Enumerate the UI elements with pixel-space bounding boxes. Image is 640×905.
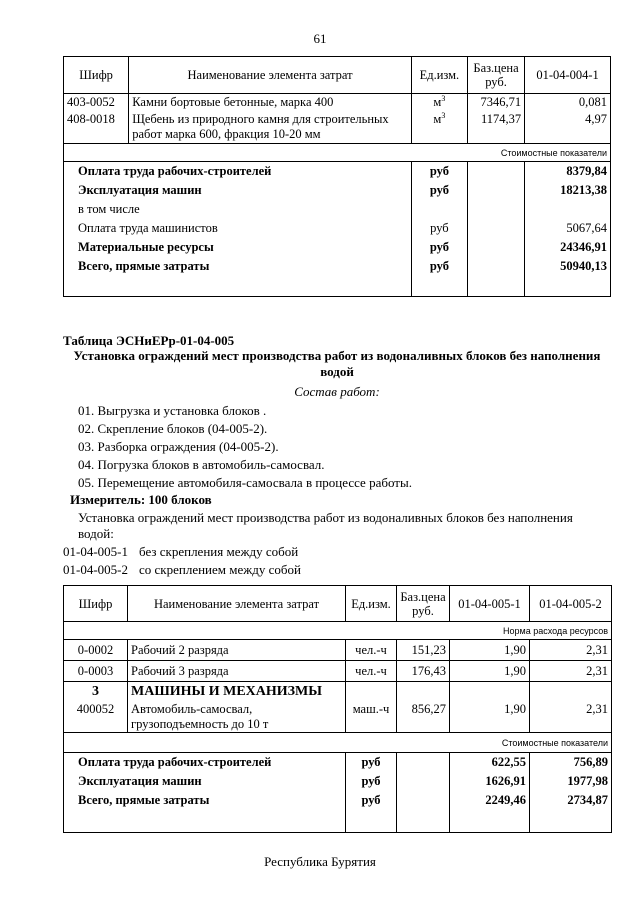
row-unit: $м^3$ (411, 112, 467, 144)
cost-value: 18213,38 (525, 181, 611, 200)
row-unit: чел.-ч (346, 640, 397, 661)
table-row (64, 640, 612, 661)
row-code: 403-0052 (64, 94, 129, 112)
work-step: 03. Разборка ограждения (04-005-2). (78, 439, 279, 454)
cost-value-2: 2734,87 (530, 791, 612, 810)
cost-row (64, 753, 612, 772)
row-value-1: 1,90 (450, 661, 530, 682)
work-step: 04. Погрузка блоков в автомобиль-самосвал. (78, 457, 325, 472)
header-price: Баз.цена руб. (397, 586, 450, 622)
cost-unit: руб (411, 257, 467, 276)
row-value-2: 2,31 (530, 640, 612, 661)
row-name: Автомобиль-самосвал, грузоподъемность до 10 т (128, 702, 346, 733)
table-row (64, 112, 611, 144)
norm-header-row (64, 622, 612, 640)
row-unit: чел.-ч (346, 661, 397, 682)
row-price: 856,27 (397, 702, 450, 733)
cost-row (64, 772, 612, 791)
variant-code: 01-04-005-2 (63, 562, 128, 577)
cost-unit: руб (411, 219, 467, 238)
row-value-1: 1,90 (450, 640, 530, 661)
cost-row (64, 238, 611, 257)
row-name: Щебень из природного камня для строительных работ марка 600, фракция 10-20 мм (129, 112, 412, 144)
header-unit: Ед.изм. (411, 57, 467, 94)
header-price: Баз.цена руб. (467, 57, 524, 94)
resource-table-2 (63, 585, 612, 833)
cost-row (64, 200, 611, 219)
table-header-row (64, 57, 611, 94)
header-unit: Ед.изм. (346, 586, 397, 622)
row-value-2: 2,31 (530, 702, 612, 733)
work-step: 05. Перемещение автомобиля-самосвала в процессе работы. (78, 475, 412, 490)
row-unit: $м^3$ (411, 94, 467, 112)
cost-label: Материальные ресурсы (64, 238, 412, 257)
resource-table-1 (63, 56, 611, 297)
work-step: 02. Скрепление блоков (04-005-2). (78, 421, 268, 436)
header-column-code: 01-04-005-1 (450, 586, 530, 622)
footer-region: Республика Бурятия (264, 854, 376, 869)
cost-row (64, 181, 611, 200)
work-step: 01. Выгрузка и установка блоков . (78, 403, 267, 418)
cost-row (64, 219, 611, 238)
table-id: Таблица ЭСНиЕРр-01-04-005 (63, 333, 235, 348)
section-title: Установка ограждений мест производства работ из водоналивных блоков без наполнения водой (73, 348, 601, 379)
meter: Измеритель: 100 блоков (70, 492, 212, 507)
cost-unit: руб (346, 772, 397, 791)
header-column-code: 01-04-004-1 (525, 57, 611, 94)
header-code: Шифр (64, 586, 128, 622)
cost-value-1: 622,55 (450, 753, 530, 772)
variant-text: со скреплением между собой (139, 562, 301, 577)
row-price: 151,23 (397, 640, 450, 661)
cost-value: 8379,84 (525, 162, 611, 181)
row-price: 7346,71 (467, 94, 524, 112)
group-name: МАШИНЫ И МЕХАНИЗМЫ (128, 682, 346, 702)
table-row (64, 94, 611, 112)
row-value: 0,081 (525, 94, 611, 112)
composition-title: Состав работ: (294, 384, 380, 399)
cost-label: Всего, прямые затраты (64, 791, 346, 810)
cost-row (64, 162, 611, 181)
cost-unit: руб (411, 181, 467, 200)
group-code: 3 (64, 682, 128, 702)
norm-header: Норма расхода ресурсов (450, 622, 612, 640)
cost-value: 5067,64 (525, 219, 611, 238)
cost-header: Стоимостные показатели (450, 733, 612, 753)
cost-label: Оплата труда рабочих-строителей (64, 753, 346, 772)
cost-header-row (64, 733, 612, 753)
cost-value-2: 756,89 (530, 753, 612, 772)
cost-unit: руб (346, 753, 397, 772)
header-code: Шифр (64, 57, 129, 94)
cost-unit: руб (346, 791, 397, 810)
group-row (64, 682, 612, 702)
cost-label: Всего, прямые затраты (64, 257, 412, 276)
header-name: Наименование элемента затрат (128, 586, 346, 622)
row-code: 400052 (64, 702, 128, 733)
table-row (64, 661, 612, 682)
header-column-code: 01-04-005-2 (530, 586, 612, 622)
cost-label: Эксплуатация машин (64, 772, 346, 791)
cost-header: Стоимостные показатели (525, 144, 611, 162)
cost-value: 50940,13 (525, 257, 611, 276)
cost-value-1: 1626,91 (450, 772, 530, 791)
page-number: 61 (313, 31, 327, 46)
row-value-2: 2,31 (530, 661, 612, 682)
cost-value: 24346,91 (525, 238, 611, 257)
row-value: 4,97 (525, 112, 611, 144)
description: Установка ограждений мест производства работ из водоналивных блоков без наполнения водой: (78, 510, 573, 541)
row-code: 0-0002 (64, 640, 128, 661)
cost-unit: руб (411, 162, 467, 181)
cost-header-row (64, 144, 611, 162)
row-code: 0-0003 (64, 661, 128, 682)
cost-value-1: 2249,46 (450, 791, 530, 810)
table-header-row (64, 586, 612, 622)
row-name: Рабочий 2 разряда (128, 640, 346, 661)
row-name: Камни бортовые бетонные, марка 400 (129, 94, 412, 112)
variant-text: без скрепления между собой (139, 544, 299, 559)
cost-value-2: 1977,98 (530, 772, 612, 791)
cost-label: Оплата труда машинистов (64, 219, 412, 238)
cost-label: в том числе (64, 200, 412, 219)
row-unit: маш.-ч (346, 702, 397, 733)
row-name: Рабочий 3 разряда (128, 661, 346, 682)
header-name: Наименование элемента затрат (129, 57, 412, 94)
row-price: 176,43 (397, 661, 450, 682)
row-code: 408-0018 (64, 112, 129, 144)
row-value-1: 1,90 (450, 702, 530, 733)
table-row (64, 702, 612, 733)
cost-label: Эксплуатация машин (64, 181, 412, 200)
cost-row (64, 791, 612, 810)
cost-unit: руб (411, 238, 467, 257)
cost-row (64, 257, 611, 276)
variant-code: 01-04-005-1 (63, 544, 128, 559)
cost-label: Оплата труда рабочих-строителей (64, 162, 412, 181)
row-price: 1174,37 (467, 112, 524, 144)
